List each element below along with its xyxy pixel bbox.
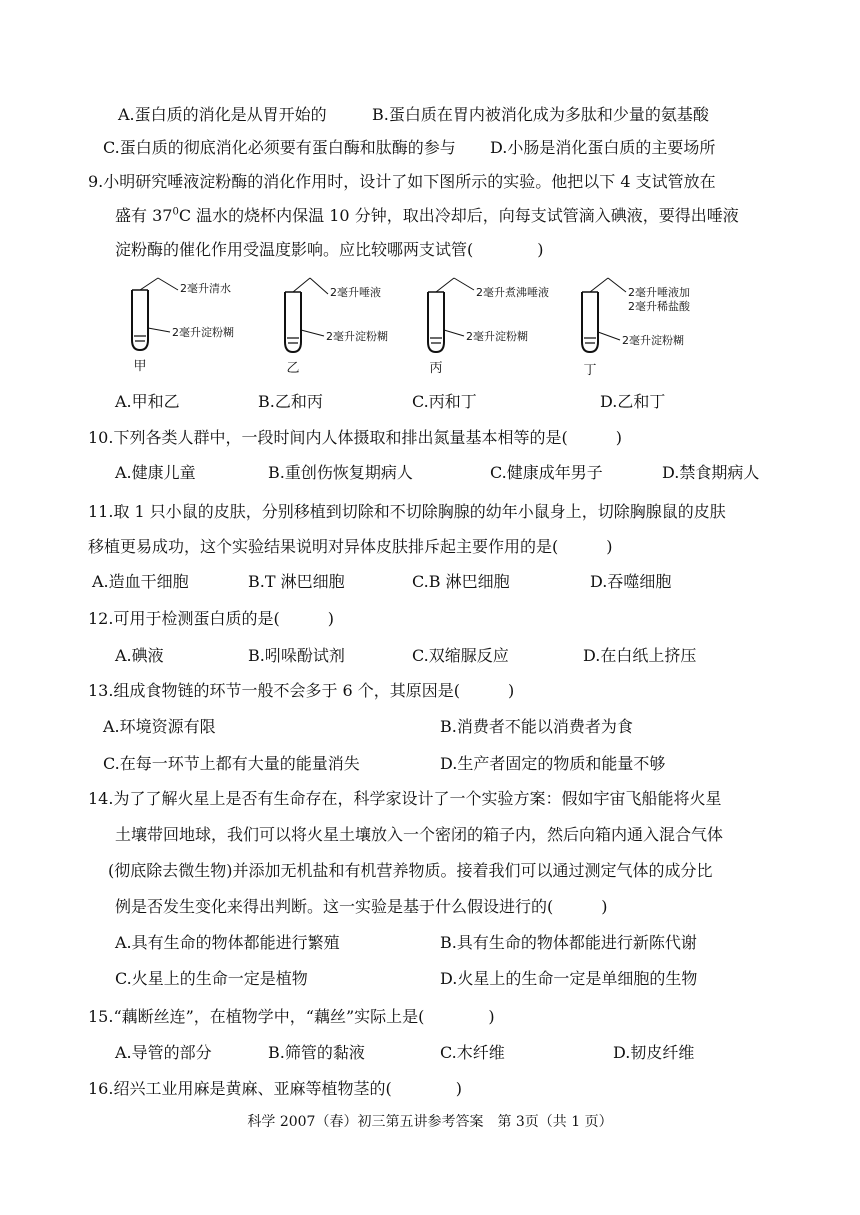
q12-option-b: B.吲哚酚试剂 (248, 646, 345, 665)
q11-option-b: B.T 淋巴细胞 (248, 572, 345, 591)
q10-stem: 10.下列各类人群中，一段时间内人体摄取和排出氮量基本相等的是( ) (88, 428, 622, 447)
q10-option-b: B.重创伤恢复期病人 (268, 463, 413, 482)
q11-option-a: A.造血干细胞 (92, 572, 189, 591)
q11-option-d: D.吞噬细胞 (590, 572, 672, 591)
tube-ding-top-label: 2毫升唾液加 (628, 286, 690, 299)
q13-option-d: D.生产者固定的物质和能量不够 (440, 754, 666, 773)
q10-option-c: C.健康成年男子 (490, 463, 603, 482)
tube-ding-top-label2: 2毫升稀盐酸 (628, 300, 690, 313)
tube-bing (428, 278, 549, 376)
q13-option-a: A.环境资源有限 (103, 717, 216, 736)
q15-option-a: A.导管的部分 (115, 1043, 212, 1062)
q16-stem: 16.绍兴工业用麻是黄麻、亚麻等植物茎的( ) (88, 1079, 462, 1098)
q15-stem: 15.“藕断丝连”，在植物学中，“藕丝”实际上是( ) (88, 1007, 495, 1026)
q12-option-a: A.碘液 (115, 646, 164, 665)
tube-bing-name: 丙 (429, 361, 443, 376)
q11-option-c: C.B 淋巴细胞 (412, 572, 510, 591)
q12-stem: 12.可用于检测蛋白质的是( ) (88, 609, 334, 628)
tube-ding-name: 丁 (583, 363, 597, 378)
q9-option-b: B.乙和丙 (258, 392, 323, 411)
page-footer: 科学 2007（春）初三第五讲参考答案 第 3页（共 1 页） (247, 1114, 613, 1130)
q14-option-d: D.火星上的生命一定是单细胞的生物 (440, 969, 698, 988)
q15-option-d: D.韧皮纤维 (613, 1043, 695, 1062)
q11-stem-line2: 移植更易成功，这个实验结果说明对异体皮肤排斥起主要作用的是( ) (88, 537, 613, 556)
q14-stem-line3: (彻底除去微生物)并添加无机盐和有机营养物质。接着我们可以通过测定气体的成分比 (108, 861, 713, 880)
q13-stem: 13.组成食物链的环节一般不会多于 6 个，其原因是( ) (88, 681, 515, 700)
q10-option-d: D.禁食期病人 (662, 463, 760, 482)
q12-option-d: D.在白纸上挤压 (583, 646, 697, 665)
tube-jia (132, 278, 234, 374)
q8-option-c: C.蛋白质的彻底消化必须要有蛋白酶和肽酶的参与 (103, 138, 456, 157)
q9-stem-line3: 淀粉酶的催化作用受温度影响。应比较哪两支试管( ) (115, 240, 544, 259)
q15-option-b: B.筛管的黏液 (268, 1043, 365, 1062)
test-tube-figure (120, 270, 720, 380)
q10-option-a: A.健康儿童 (115, 463, 196, 482)
q9-stem-line1: 9.小明研究唾液淀粉酶的消化作用时，设计了如下图所示的实验。他把以下 4 支试管放在 (88, 172, 716, 191)
tube-yi-name: 乙 (286, 361, 300, 376)
q13-option-c: C.在每一环节上都有大量的能量消失 (103, 754, 360, 773)
q11-stem-line1: 11.取 1 只小鼠的皮肤，分别移植到切除和不切除胸腺的幼年小鼠身上，切除胸腺鼠的皮肤 (88, 502, 726, 521)
tube-jia-bottom-label: 2毫升淀粉糊 (172, 326, 234, 339)
q14-option-b: B.具有生命的物体都能进行新陈代谢 (440, 933, 697, 952)
tube-jia-name: 甲 (133, 359, 147, 374)
tube-ding (582, 278, 691, 378)
q9-stem-line2: 盛有 $37^0C$ 温水的烧杯内保温 10 分钟，取出冷却后，向每支试管滴入碘液，要得出唾液 (115, 206, 739, 225)
q8-option-d: D.小肠是消化蛋白质的主要场所 (490, 138, 716, 157)
q15-option-c: C.木纤维 (440, 1043, 505, 1062)
q9-option-a: A.甲和乙 (115, 392, 180, 411)
q14-stem-line1: 14.为了了解火星上是否有生命存在，科学家设计了一个实验方案：假如宇宙飞船能将火星 (88, 789, 722, 808)
q9-option-c: C.丙和丁 (412, 392, 477, 411)
q14-option-a: A.具有生命的物体都能进行繁殖 (115, 933, 340, 952)
q8-option-b: B.蛋白质在胃内被消化成为多肽和少量的氨基酸 (372, 105, 709, 124)
q9-option-d: D.乙和丁 (600, 392, 666, 411)
q13-option-b: B.消费者不能以消费者为食 (440, 717, 633, 736)
tube-ding-bottom-label: 2毫升淀粉糊 (622, 334, 684, 347)
tube-bing-bottom-label: 2毫升淀粉糊 (466, 330, 528, 343)
tube-jia-top-label: 2毫升清水 (180, 282, 231, 295)
q8-option-a: A.蛋白质的消化是从胃开始的 (118, 105, 327, 124)
tube-yi (285, 278, 388, 376)
tube-yi-bottom-label: 2毫升淀粉糊 (326, 330, 388, 343)
tube-bing-top-label: 2毫升煮沸唾液 (476, 286, 549, 299)
q14-stem-line2: 土壤带回地球，我们可以将火星土壤放入一个密闭的箱子内，然后向箱内通入混合气体 (115, 825, 724, 844)
q12-option-c: C.双缩脲反应 (412, 646, 509, 665)
q14-stem-line4: 例是否发生变化来得出判断。这一实验是基于什么假设进行的( ) (115, 897, 608, 916)
tube-yi-top-label: 2毫升唾液 (330, 286, 381, 299)
q14-option-c: C.火星上的生命一定是植物 (115, 969, 308, 988)
